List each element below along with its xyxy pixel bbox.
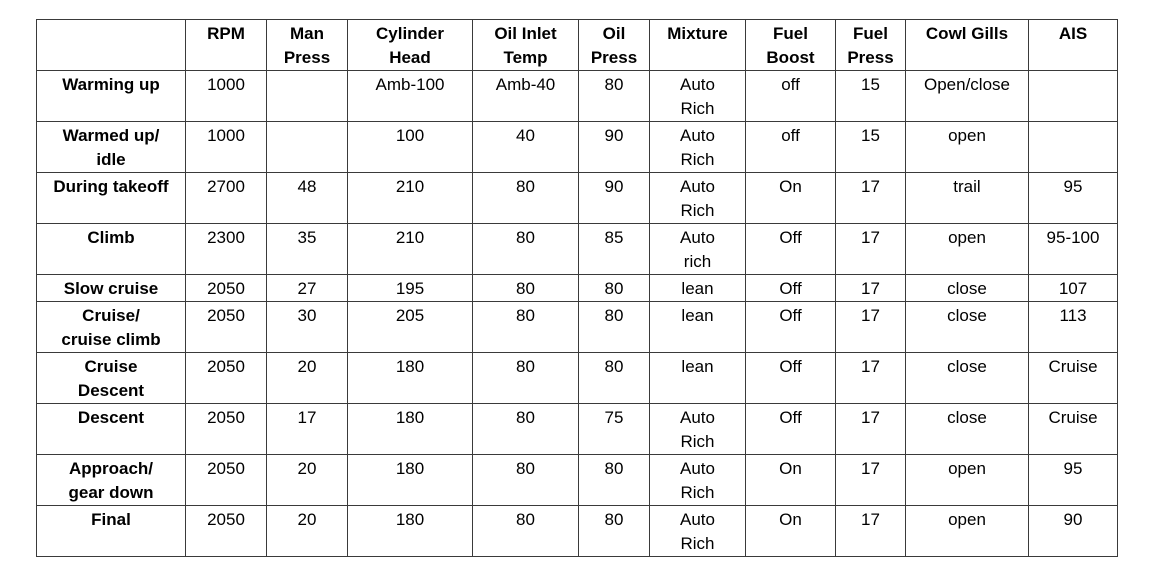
- cell-text: Auto Rich: [680, 177, 715, 220]
- cell-phase: [37, 275, 186, 302]
- cell-text: Cruise Descent: [77, 357, 145, 400]
- cell-man-press: [267, 455, 348, 506]
- cell-text: 2050: [207, 408, 245, 427]
- cell-text: 15: [861, 75, 880, 94]
- cell-text: Cruise: [1048, 357, 1098, 376]
- cell-fuel-boost: [746, 71, 836, 122]
- cell-text: Cruise/ cruise climb: [61, 306, 161, 349]
- cell-text: close: [947, 357, 987, 376]
- cell-oil-inlet-temp: [473, 71, 579, 122]
- cell-fuel-press: [836, 122, 906, 173]
- cell-text: Cruise: [1048, 408, 1098, 427]
- cell-cowl-gills: [906, 275, 1029, 302]
- cell-mixture: [650, 122, 746, 173]
- cell-oil-press: [579, 122, 650, 173]
- cell-text: 80: [604, 510, 624, 529]
- cell-text: 95: [1063, 177, 1083, 196]
- cell-oil-press: [579, 224, 650, 275]
- cell-text: 80: [516, 177, 535, 196]
- header-ais: AIS: [1029, 20, 1118, 71]
- cell-text: 80: [604, 306, 624, 325]
- cell-text: On: [779, 177, 802, 196]
- cell-fuel-press: [836, 71, 906, 122]
- cell-ais: [1029, 506, 1118, 557]
- table-row: [37, 353, 1118, 404]
- table-header: [37, 20, 1118, 71]
- cell-ais: [1029, 302, 1118, 353]
- cell-fuel-boost: [746, 122, 836, 173]
- cell-ais: [1029, 404, 1118, 455]
- cell-text: Auto rich: [680, 228, 715, 271]
- cell-text: Auto Rich: [680, 126, 715, 169]
- cell-text: 90: [604, 126, 624, 145]
- cell-cowl-gills: [906, 173, 1029, 224]
- cell-text: 85: [604, 228, 624, 247]
- cell-fuel-press: [836, 506, 906, 557]
- cell-phase: [37, 455, 186, 506]
- cell-mixture: [650, 275, 746, 302]
- cell-text: Climb: [87, 228, 135, 247]
- cell-oil-inlet-temp: [473, 455, 579, 506]
- cell-oil-inlet-temp: [473, 224, 579, 275]
- cell-text: open: [948, 459, 986, 478]
- cell-text: Auto Rich: [680, 459, 715, 502]
- cell-phase: [37, 353, 186, 404]
- cell-fuel-boost: [746, 173, 836, 224]
- cell-ais: [1029, 173, 1118, 224]
- cell-cylinder-head: [348, 122, 473, 173]
- cell-text: 48: [297, 177, 317, 196]
- cell-text: 20: [297, 357, 317, 376]
- cell-mixture: [650, 506, 746, 557]
- cell-fuel-press: [836, 353, 906, 404]
- cell-man-press: [267, 506, 348, 557]
- cell-text: Open/close: [924, 75, 1010, 94]
- cell-rpm: [186, 353, 267, 404]
- cell-cylinder-head: [348, 224, 473, 275]
- cell-text: 210: [395, 228, 425, 247]
- cell-fuel-press: [836, 173, 906, 224]
- cell-cowl-gills: [906, 506, 1029, 557]
- cell-cowl-gills: [906, 71, 1029, 122]
- cell-text: 80: [516, 228, 535, 247]
- cell-cowl-gills: [906, 353, 1029, 404]
- cell-text: 80: [516, 459, 535, 478]
- table-row: [37, 302, 1118, 353]
- cell-text: 90: [604, 177, 624, 196]
- cell-oil-press: [579, 353, 650, 404]
- cell-cowl-gills: [906, 122, 1029, 173]
- cell-text: 2050: [207, 279, 245, 298]
- cell-ais: [1029, 71, 1118, 122]
- cell-text: 15: [861, 126, 880, 145]
- cell-text: close: [947, 279, 987, 298]
- cell-oil-inlet-temp: [473, 173, 579, 224]
- cell-cylinder-head: [348, 302, 473, 353]
- table-row: [37, 224, 1118, 275]
- cell-text: 17: [861, 357, 880, 376]
- cell-man-press: [267, 302, 348, 353]
- cell-oil-press: [579, 302, 650, 353]
- header-cowl-gills: Cowl Gills: [906, 20, 1029, 71]
- cell-oil-press: [579, 506, 650, 557]
- cell-fuel-press: [836, 224, 906, 275]
- cell-cowl-gills: [906, 224, 1029, 275]
- cell-ais: [1029, 353, 1118, 404]
- table-row: [37, 122, 1118, 173]
- header-oil-inlet-temp: Oil Inlet Temp: [473, 20, 579, 71]
- table-row: [37, 275, 1118, 302]
- cell-text: off: [781, 126, 800, 145]
- cell-text: 2050: [207, 357, 245, 376]
- cell-oil-press: [579, 173, 650, 224]
- cell-phase: [37, 71, 186, 122]
- cell-text: 2050: [207, 459, 245, 478]
- cell-cylinder-head: [348, 353, 473, 404]
- cell-rpm: [186, 275, 267, 302]
- cell-text: Off: [779, 306, 802, 325]
- cell-cowl-gills: [906, 302, 1029, 353]
- cell-fuel-boost: [746, 455, 836, 506]
- cell-text: Descent: [77, 408, 145, 427]
- cell-text: 195: [395, 279, 425, 298]
- cell-rpm: [186, 506, 267, 557]
- cell-text: 80: [516, 408, 535, 427]
- cell-text: open: [948, 126, 986, 145]
- header-fuel-press: Fuel Press: [836, 20, 906, 71]
- cell-cylinder-head: [348, 275, 473, 302]
- table-row: [37, 404, 1118, 455]
- header-row: [37, 20, 1118, 71]
- cell-text: 2700: [207, 177, 245, 196]
- cell-text: Auto Rich: [680, 408, 715, 451]
- header-rpm: RPM: [186, 20, 267, 71]
- cell-mixture: [650, 71, 746, 122]
- cell-mixture: [650, 302, 746, 353]
- cell-text: 17: [297, 408, 317, 427]
- cell-fuel-press: [836, 404, 906, 455]
- cell-text: 180: [395, 408, 425, 427]
- cell-text: On: [779, 510, 802, 529]
- cell-text: trail: [953, 177, 981, 196]
- cell-text: 40: [516, 126, 535, 145]
- cell-text: open: [948, 510, 986, 529]
- cell-text: 20: [297, 459, 317, 478]
- cell-rpm: [186, 302, 267, 353]
- cell-text: 35: [297, 228, 317, 247]
- cell-text: 80: [604, 459, 624, 478]
- cell-cylinder-head: [348, 455, 473, 506]
- cell-fuel-boost: [746, 224, 836, 275]
- cell-rpm: [186, 455, 267, 506]
- cell-fuel-press: [836, 455, 906, 506]
- cell-text: 180: [395, 459, 425, 478]
- cell-fuel-boost: [746, 404, 836, 455]
- cell-text: On: [779, 459, 802, 478]
- cell-rpm: [186, 71, 267, 122]
- cell-text: 2050: [207, 510, 245, 529]
- cell-text: 17: [861, 408, 880, 427]
- cell-text: 80: [604, 279, 624, 298]
- cell-text: 113: [1059, 306, 1087, 325]
- cell-mixture: [650, 173, 746, 224]
- cell-text: 30: [297, 306, 317, 325]
- cell-text: 180: [395, 510, 425, 529]
- table-row: [37, 455, 1118, 506]
- cell-man-press: [267, 353, 348, 404]
- cell-fuel-boost: [746, 302, 836, 353]
- cell-text: Off: [779, 357, 802, 376]
- cell-oil-inlet-temp: [473, 275, 579, 302]
- cell-text: close: [947, 408, 987, 427]
- cell-text: 17: [861, 177, 880, 196]
- cell-text: 95: [1063, 459, 1083, 478]
- cell-text: close: [947, 306, 987, 325]
- cell-fuel-press: [836, 275, 906, 302]
- cell-text: 180: [395, 357, 425, 376]
- cell-ais: [1029, 275, 1118, 302]
- cell-text: 210: [395, 177, 425, 196]
- cell-text: 17: [861, 459, 880, 478]
- header-mixture: Mixture: [650, 20, 746, 71]
- cell-man-press: [267, 122, 348, 173]
- cell-mixture: [650, 224, 746, 275]
- cell-text: Final: [91, 510, 131, 529]
- cell-text: Auto Rich: [680, 75, 715, 118]
- cell-mixture: [650, 455, 746, 506]
- cell-oil-press: [579, 404, 650, 455]
- cell-text: Slow cruise: [63, 279, 159, 298]
- cell-mixture: [650, 404, 746, 455]
- cell-oil-inlet-temp: [473, 404, 579, 455]
- cell-oil-press: [579, 71, 650, 122]
- cell-cowl-gills: [906, 455, 1029, 506]
- cell-text: Off: [779, 228, 802, 247]
- engine-settings-table: [36, 19, 1118, 557]
- cell-oil-inlet-temp: [473, 122, 579, 173]
- cell-rpm: [186, 404, 267, 455]
- cell-man-press: [267, 224, 348, 275]
- cell-phase: [37, 173, 186, 224]
- cell-text: 17: [861, 228, 880, 247]
- cell-rpm: [186, 224, 267, 275]
- cell-text: 80: [516, 306, 535, 325]
- cell-text: 1000: [207, 126, 245, 145]
- cell-cowl-gills: [906, 404, 1029, 455]
- cell-text: 100: [395, 126, 425, 145]
- cell-rpm: [186, 122, 267, 173]
- cell-phase: [37, 224, 186, 275]
- cell-text: 17: [861, 306, 880, 325]
- cell-text: 107: [1058, 279, 1088, 298]
- cell-text: 2050: [207, 306, 245, 325]
- cell-phase: [37, 302, 186, 353]
- cell-text: Auto Rich: [680, 510, 715, 553]
- cell-cylinder-head: [348, 71, 473, 122]
- cell-oil-inlet-temp: [473, 353, 579, 404]
- cell-text: Amb-40: [495, 75, 556, 94]
- cell-cylinder-head: [348, 173, 473, 224]
- cell-oil-inlet-temp: [473, 302, 579, 353]
- cell-man-press: [267, 71, 348, 122]
- cell-text: Amb-100: [375, 75, 445, 94]
- cell-text: 80: [516, 357, 535, 376]
- cell-text: 1000: [207, 75, 245, 94]
- cell-ais: [1029, 455, 1118, 506]
- header-phase: [37, 20, 186, 71]
- cell-mixture: [650, 353, 746, 404]
- cell-phase: [37, 506, 186, 557]
- cell-text: lean: [681, 279, 714, 298]
- cell-text: 80: [516, 510, 535, 529]
- cell-man-press: [267, 404, 348, 455]
- cell-text: 80: [604, 357, 624, 376]
- cell-fuel-press: [836, 302, 906, 353]
- cell-text: Off: [779, 408, 802, 427]
- header-fuel-boost: Fuel Boost: [746, 20, 836, 71]
- cell-oil-press: [579, 275, 650, 302]
- table-body: [37, 71, 1118, 557]
- cell-ais: [1029, 224, 1118, 275]
- cell-text: Warming up: [62, 75, 160, 94]
- cell-rpm: [186, 173, 267, 224]
- cell-text: 95-100: [1046, 228, 1100, 247]
- cell-text: 17: [861, 279, 880, 298]
- cell-text: 75: [604, 408, 624, 427]
- cell-text: Off: [779, 279, 802, 298]
- cell-text: 2300: [207, 228, 245, 247]
- cell-ais: [1029, 122, 1118, 173]
- cell-text: 20: [297, 510, 317, 529]
- cell-text: During takeoff: [53, 177, 169, 196]
- cell-cylinder-head: [348, 506, 473, 557]
- cell-man-press: [267, 275, 348, 302]
- table-row: [37, 71, 1118, 122]
- cell-cylinder-head: [348, 404, 473, 455]
- header-man-press: Man Press: [267, 20, 348, 71]
- cell-text: Warmed up/ idle: [62, 126, 160, 169]
- cell-text: off: [781, 75, 800, 94]
- cell-fuel-boost: [746, 275, 836, 302]
- cell-oil-inlet-temp: [473, 506, 579, 557]
- cell-text: lean: [681, 306, 714, 325]
- table-row: [37, 506, 1118, 557]
- header-cylinder-head: Cylinder Head: [348, 20, 473, 71]
- cell-text: 80: [604, 75, 624, 94]
- cell-fuel-boost: [746, 506, 836, 557]
- cell-text: lean: [681, 357, 714, 376]
- cell-text: 205: [395, 306, 425, 325]
- cell-phase: [37, 404, 186, 455]
- cell-text: Approach/ gear down: [68, 459, 154, 502]
- cell-text: open: [948, 228, 986, 247]
- cell-fuel-boost: [746, 353, 836, 404]
- cell-text: 27: [297, 279, 317, 298]
- table-row: [37, 173, 1118, 224]
- cell-text: 80: [516, 279, 535, 298]
- cell-man-press: [267, 173, 348, 224]
- cell-text: 90: [1063, 510, 1083, 529]
- cell-phase: [37, 122, 186, 173]
- cell-text: 17: [861, 510, 880, 529]
- header-oil-press: Oil Press: [579, 20, 650, 71]
- cell-oil-press: [579, 455, 650, 506]
